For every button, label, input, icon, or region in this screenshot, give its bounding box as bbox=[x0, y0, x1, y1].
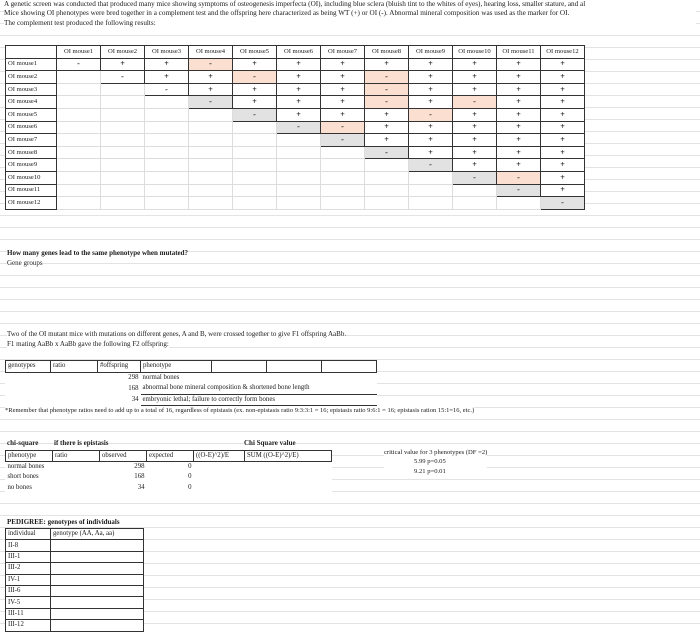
pedigree-genotype-cell[interactable] bbox=[51, 540, 144, 551]
column-header: OI mouse1 bbox=[57, 46, 101, 59]
pedigree-genotype-cell[interactable] bbox=[51, 585, 144, 596]
pedigree-genotype-cell[interactable] bbox=[51, 620, 144, 631]
complement-cell: + bbox=[233, 58, 277, 71]
chi-header-observed: observed bbox=[100, 451, 147, 462]
complement-cell: + bbox=[497, 83, 541, 96]
complement-cell bbox=[321, 159, 365, 172]
f2-offspring-table bbox=[5, 360, 377, 406]
complement-test-table bbox=[5, 45, 585, 210]
f2-header-ratio: ratio bbox=[51, 361, 98, 373]
complement-cell: + bbox=[541, 96, 585, 109]
column-header: OI mouse11 bbox=[497, 46, 541, 59]
chi-value-title: Chi Square value bbox=[244, 439, 296, 447]
pedigree-individual: IV-5 bbox=[6, 597, 51, 608]
column-header: OI mouse3 bbox=[145, 46, 189, 59]
complement-cell bbox=[57, 83, 101, 96]
complement-cell bbox=[57, 146, 101, 159]
column-header: OI mouse4 bbox=[189, 46, 233, 59]
complement-cell bbox=[101, 134, 145, 147]
complement-cell: + bbox=[541, 146, 585, 159]
row-header: OI mouse12 bbox=[6, 197, 57, 210]
complement-cell bbox=[321, 171, 365, 184]
table-row bbox=[6, 108, 585, 121]
complement-cell bbox=[101, 171, 145, 184]
complement-cell bbox=[145, 134, 189, 147]
complement-cell bbox=[277, 134, 321, 147]
complement-cell: + bbox=[497, 96, 541, 109]
complement-cell: + bbox=[365, 58, 409, 71]
complement-cell: - bbox=[409, 159, 453, 172]
critical-values bbox=[384, 448, 487, 476]
complement-cell bbox=[233, 159, 277, 172]
complement-cell: + bbox=[541, 83, 585, 96]
row-header: OI mouse3 bbox=[6, 83, 57, 96]
complement-cell: + bbox=[497, 71, 541, 84]
complement-cell bbox=[277, 171, 321, 184]
complement-cell: + bbox=[233, 96, 277, 109]
table-row bbox=[6, 146, 585, 159]
f2-phenotype: normal bones bbox=[142, 373, 180, 381]
complement-cell bbox=[365, 159, 409, 172]
pedigree-row bbox=[6, 597, 144, 608]
complement-cell: - bbox=[453, 171, 497, 184]
complement-cell bbox=[365, 197, 409, 210]
chi-expected: 0 bbox=[188, 483, 192, 491]
complement-cell bbox=[189, 108, 233, 121]
chi-title: chi-square bbox=[7, 439, 39, 447]
f2-phenotype: abnormal bone mineral composition & shortened bone length bbox=[142, 384, 310, 392]
chi-expected: 0 bbox=[188, 473, 192, 481]
complement-cell: - bbox=[365, 146, 409, 159]
pedigree-genotype-cell[interactable] bbox=[51, 574, 144, 585]
complement-cell bbox=[189, 159, 233, 172]
complement-cell: + bbox=[541, 108, 585, 121]
complement-cell: - bbox=[277, 121, 321, 134]
row-header: OI mouse6 bbox=[6, 121, 57, 134]
pedigree-genotype-cell[interactable] bbox=[51, 563, 144, 574]
complement-cell: + bbox=[145, 71, 189, 84]
complement-cell bbox=[189, 197, 233, 210]
complement-cell: - bbox=[365, 96, 409, 109]
complement-cell bbox=[233, 146, 277, 159]
pedigree-row bbox=[6, 620, 144, 631]
complement-cell: - bbox=[321, 134, 365, 147]
complement-cell: + bbox=[453, 159, 497, 172]
pedigree-row bbox=[6, 551, 144, 562]
chi-phenotype: no bones bbox=[7, 483, 32, 491]
table-row bbox=[6, 197, 585, 210]
pedigree-row bbox=[6, 608, 144, 619]
complement-cell: + bbox=[453, 146, 497, 159]
chi-phenotype: short bones bbox=[7, 473, 39, 481]
complement-cell: + bbox=[409, 134, 453, 147]
complement-cell: + bbox=[409, 58, 453, 71]
critical-value: 5.99 p=0.05 bbox=[414, 458, 446, 466]
f2-count: 298 bbox=[128, 373, 139, 381]
table-row bbox=[6, 159, 585, 172]
table-row bbox=[6, 71, 585, 84]
complement-cell bbox=[409, 184, 453, 197]
pedigree-individual: IV-1 bbox=[6, 574, 51, 585]
gene-groups-label: Gene groups bbox=[7, 259, 43, 267]
complement-cell bbox=[365, 171, 409, 184]
complement-cell: + bbox=[497, 121, 541, 134]
complement-cell: - bbox=[365, 83, 409, 96]
complement-cell bbox=[233, 197, 277, 210]
complement-cell bbox=[321, 146, 365, 159]
pedigree-individual: III-2 bbox=[6, 563, 51, 574]
intro-text bbox=[4, 0, 696, 28]
complement-cell: - bbox=[189, 58, 233, 71]
complement-cell bbox=[409, 197, 453, 210]
pedigree-individual: III-11 bbox=[6, 608, 51, 619]
complement-cell bbox=[145, 121, 189, 134]
chi-header-phenotype: phenotype bbox=[6, 451, 53, 462]
complement-cell: - bbox=[233, 108, 277, 121]
complement-cell: - bbox=[57, 58, 101, 71]
complement-cell: + bbox=[277, 108, 321, 121]
complement-cell: + bbox=[409, 71, 453, 84]
complement-cell: + bbox=[409, 121, 453, 134]
pedigree-row bbox=[6, 585, 144, 596]
pedigree-row bbox=[6, 540, 144, 551]
complement-cell bbox=[101, 184, 145, 197]
column-header: OI mouse5 bbox=[233, 46, 277, 59]
complement-cell: + bbox=[541, 184, 585, 197]
column-header: OI mouse6 bbox=[277, 46, 321, 59]
complement-cell: + bbox=[409, 96, 453, 109]
row-header: OI mouse10 bbox=[6, 171, 57, 184]
complement-cell bbox=[409, 171, 453, 184]
chi-header-sum: SUM ((O-E)^2)/E) bbox=[245, 451, 332, 462]
complement-cell bbox=[497, 197, 541, 210]
cross-text-1: Two of the OI mutant mice with mutations on different genes, A and B, were crossed together to give F1 offspring AaBb. bbox=[7, 330, 347, 338]
f2-header-offspring: #offspring bbox=[98, 361, 141, 373]
complement-cell: + bbox=[233, 83, 277, 96]
complement-cell bbox=[321, 197, 365, 210]
intro-line-3: The complement test produced the following results: bbox=[4, 18, 156, 27]
row-header: OI mouse4 bbox=[6, 96, 57, 109]
table-row bbox=[6, 171, 585, 184]
table-corner-cell bbox=[6, 46, 57, 59]
complement-cell bbox=[101, 121, 145, 134]
pedigree-table bbox=[5, 528, 144, 632]
complement-cell: + bbox=[497, 58, 541, 71]
complement-cell bbox=[101, 108, 145, 121]
row-header: OI mouse11 bbox=[6, 184, 57, 197]
complement-cell: + bbox=[453, 108, 497, 121]
complement-cell: + bbox=[453, 71, 497, 84]
chi-header-expected: expected bbox=[147, 451, 194, 462]
chi-observed: 298 bbox=[134, 463, 145, 471]
column-header: OI mouse12 bbox=[541, 46, 585, 59]
pedigree-header-genotype: genotype (AA, Aa, aa) bbox=[51, 529, 144, 540]
table-row bbox=[6, 121, 585, 134]
pedigree-genotype-cell[interactable] bbox=[51, 608, 144, 619]
table-row bbox=[6, 184, 585, 197]
complement-cell bbox=[57, 134, 101, 147]
complement-cell bbox=[57, 184, 101, 197]
complement-cell: + bbox=[277, 58, 321, 71]
complement-cell bbox=[189, 171, 233, 184]
complement-cell: + bbox=[189, 83, 233, 96]
cross-text-2: F1 mating AaBb x AaBb gave the following F2 offspring: bbox=[7, 340, 169, 348]
complement-cell bbox=[145, 96, 189, 109]
complement-cell: - bbox=[453, 96, 497, 109]
pedigree-individual: III-6 bbox=[6, 585, 51, 596]
table-row bbox=[6, 83, 585, 96]
pedigree-header-individual: individual bbox=[6, 529, 51, 540]
complement-cell: - bbox=[541, 197, 585, 210]
complement-cell: + bbox=[453, 58, 497, 71]
critical-title: critical value for 3 phenotypes (DF =2) bbox=[384, 449, 488, 456]
complement-cell: + bbox=[497, 146, 541, 159]
complement-cell: + bbox=[497, 159, 541, 172]
row-header: OI mouse1 bbox=[6, 58, 57, 71]
chi-header-oe: ((O-E)^2)/E bbox=[194, 451, 245, 462]
pedigree-individual: II-8 bbox=[6, 540, 51, 551]
f2-count: 34 bbox=[131, 395, 139, 403]
complement-cell: + bbox=[409, 83, 453, 96]
complement-cell bbox=[189, 121, 233, 134]
table-row bbox=[6, 134, 585, 147]
chi-header-ratio: ratio bbox=[53, 451, 100, 462]
chi-observed: 168 bbox=[134, 473, 145, 481]
complement-cell: - bbox=[233, 71, 277, 84]
complement-cell: + bbox=[541, 134, 585, 147]
complement-cell: + bbox=[453, 121, 497, 134]
complement-cell: + bbox=[497, 134, 541, 147]
complement-cell: - bbox=[321, 121, 365, 134]
complement-cell bbox=[145, 171, 189, 184]
column-header: OI mouse8 bbox=[365, 46, 409, 59]
complement-cell: + bbox=[453, 134, 497, 147]
complement-cell bbox=[453, 184, 497, 197]
complement-cell: + bbox=[321, 71, 365, 84]
complement-cell bbox=[57, 171, 101, 184]
complement-cell bbox=[57, 159, 101, 172]
complement-cell: + bbox=[497, 108, 541, 121]
f2-phenotype: embryonic lethal; failure to correctly form bones bbox=[141, 394, 377, 406]
complement-header-row bbox=[6, 46, 585, 59]
complement-cell bbox=[101, 96, 145, 109]
row-header: OI mouse8 bbox=[6, 146, 57, 159]
complement-cell: - bbox=[409, 108, 453, 121]
complement-cell: - bbox=[365, 71, 409, 84]
complement-cell: + bbox=[277, 83, 321, 96]
chi-square-table bbox=[5, 450, 332, 493]
complement-cell bbox=[189, 184, 233, 197]
intro-line-2: Mice showing OI phenotypes were bred together in a complement test and the offspring here characterized as being WT (+) or OI (-). Abnormal mineral composition was used as the marker for OI. bbox=[4, 9, 570, 18]
complement-cell: + bbox=[541, 58, 585, 71]
complement-cell: + bbox=[365, 134, 409, 147]
complement-cell bbox=[57, 71, 101, 84]
complement-cell: + bbox=[365, 121, 409, 134]
complement-cell bbox=[365, 184, 409, 197]
complement-cell: + bbox=[541, 121, 585, 134]
complement-cell: - bbox=[497, 171, 541, 184]
pedigree-individual: III-12 bbox=[6, 620, 51, 631]
complement-cell bbox=[145, 184, 189, 197]
remember-note: *Remember that phenotype ratios need to add up to a total of 16, regardless of epistasis (ex. non-epistasis ratio 9:3:3:1 = 16; epistasis ratio 9:6:1 = 16; epistasis ration 15:1=16, etc.) bbox=[5, 407, 475, 414]
complement-cell: + bbox=[409, 146, 453, 159]
complement-cell bbox=[189, 134, 233, 147]
complement-cell bbox=[57, 197, 101, 210]
complement-cell: + bbox=[277, 71, 321, 84]
complement-cell bbox=[277, 197, 321, 210]
complement-cell bbox=[233, 134, 277, 147]
complement-cell bbox=[321, 184, 365, 197]
row-header: OI mouse5 bbox=[6, 108, 57, 121]
complement-cell bbox=[453, 197, 497, 210]
complement-cell: + bbox=[321, 83, 365, 96]
complement-cell: + bbox=[101, 58, 145, 71]
complement-cell bbox=[145, 108, 189, 121]
complement-cell bbox=[57, 108, 101, 121]
complement-cell bbox=[233, 184, 277, 197]
f2-header-genotypes: genotypes bbox=[6, 361, 51, 373]
f2-count: 168 bbox=[128, 384, 139, 392]
complement-cell bbox=[233, 121, 277, 134]
complement-cell: + bbox=[277, 96, 321, 109]
complement-cell: + bbox=[365, 108, 409, 121]
chi-expected: 0 bbox=[188, 463, 192, 471]
row-header: OI mouse7 bbox=[6, 134, 57, 147]
pedigree-genotype-cell[interactable] bbox=[51, 551, 144, 562]
table-row bbox=[6, 58, 585, 71]
pedigree-individual: III-1 bbox=[6, 551, 51, 562]
complement-cell: - bbox=[497, 184, 541, 197]
complement-cell: + bbox=[321, 96, 365, 109]
intro-line-1: A genetic screen was conducted that produced many mice showing symptoms of osteogenesis imperfecta (OI), including blue sclera (bluish tint to the whites of eyes), hearing loss, smaller stature, and al bbox=[4, 0, 586, 8]
complement-cell bbox=[145, 197, 189, 210]
complement-cell bbox=[145, 146, 189, 159]
complement-cell bbox=[277, 146, 321, 159]
complement-cell: + bbox=[321, 58, 365, 71]
complement-cell: + bbox=[541, 159, 585, 172]
f2-header-phenotype: phenotype bbox=[141, 361, 212, 373]
chi-observed: 34 bbox=[137, 483, 145, 491]
complement-cell bbox=[101, 159, 145, 172]
complement-cell bbox=[189, 146, 233, 159]
column-header: OI mouse2 bbox=[101, 46, 145, 59]
pedigree-row bbox=[6, 574, 144, 585]
complement-cell bbox=[101, 197, 145, 210]
complement-cell bbox=[145, 159, 189, 172]
complement-cell bbox=[101, 146, 145, 159]
complement-cell bbox=[277, 159, 321, 172]
complement-cell: + bbox=[541, 171, 585, 184]
complement-cell: + bbox=[453, 83, 497, 96]
complement-cell bbox=[101, 83, 145, 96]
complement-cell bbox=[233, 171, 277, 184]
complement-cell: + bbox=[321, 108, 365, 121]
complement-cell: - bbox=[101, 71, 145, 84]
pedigree-title: PEDIGREE: genotypes of individuals bbox=[7, 518, 120, 526]
row-header: OI mouse2 bbox=[6, 71, 57, 84]
complement-cell: + bbox=[145, 58, 189, 71]
chi-subtitle: if there is epistasis bbox=[54, 439, 109, 447]
gene-question: How many genes lead to the same phenotype when mutated? bbox=[7, 249, 189, 257]
pedigree-genotype-cell[interactable] bbox=[51, 597, 144, 608]
column-header: OI mouse10 bbox=[453, 46, 497, 59]
critical-value: 9.21 p=0.01 bbox=[414, 467, 446, 475]
row-header: OI mouse9 bbox=[6, 159, 57, 172]
table-row bbox=[6, 96, 585, 109]
complement-cell bbox=[277, 184, 321, 197]
complement-cell: - bbox=[145, 83, 189, 96]
column-header: OI mouse7 bbox=[321, 46, 365, 59]
column-header: OI mouse9 bbox=[409, 46, 453, 59]
complement-cell bbox=[57, 96, 101, 109]
complement-cell: + bbox=[541, 71, 585, 84]
chi-phenotype: normal bones bbox=[7, 463, 45, 471]
pedigree-row bbox=[6, 563, 144, 574]
complement-cell: - bbox=[189, 96, 233, 109]
complement-cell: + bbox=[189, 71, 233, 84]
complement-cell bbox=[57, 121, 101, 134]
